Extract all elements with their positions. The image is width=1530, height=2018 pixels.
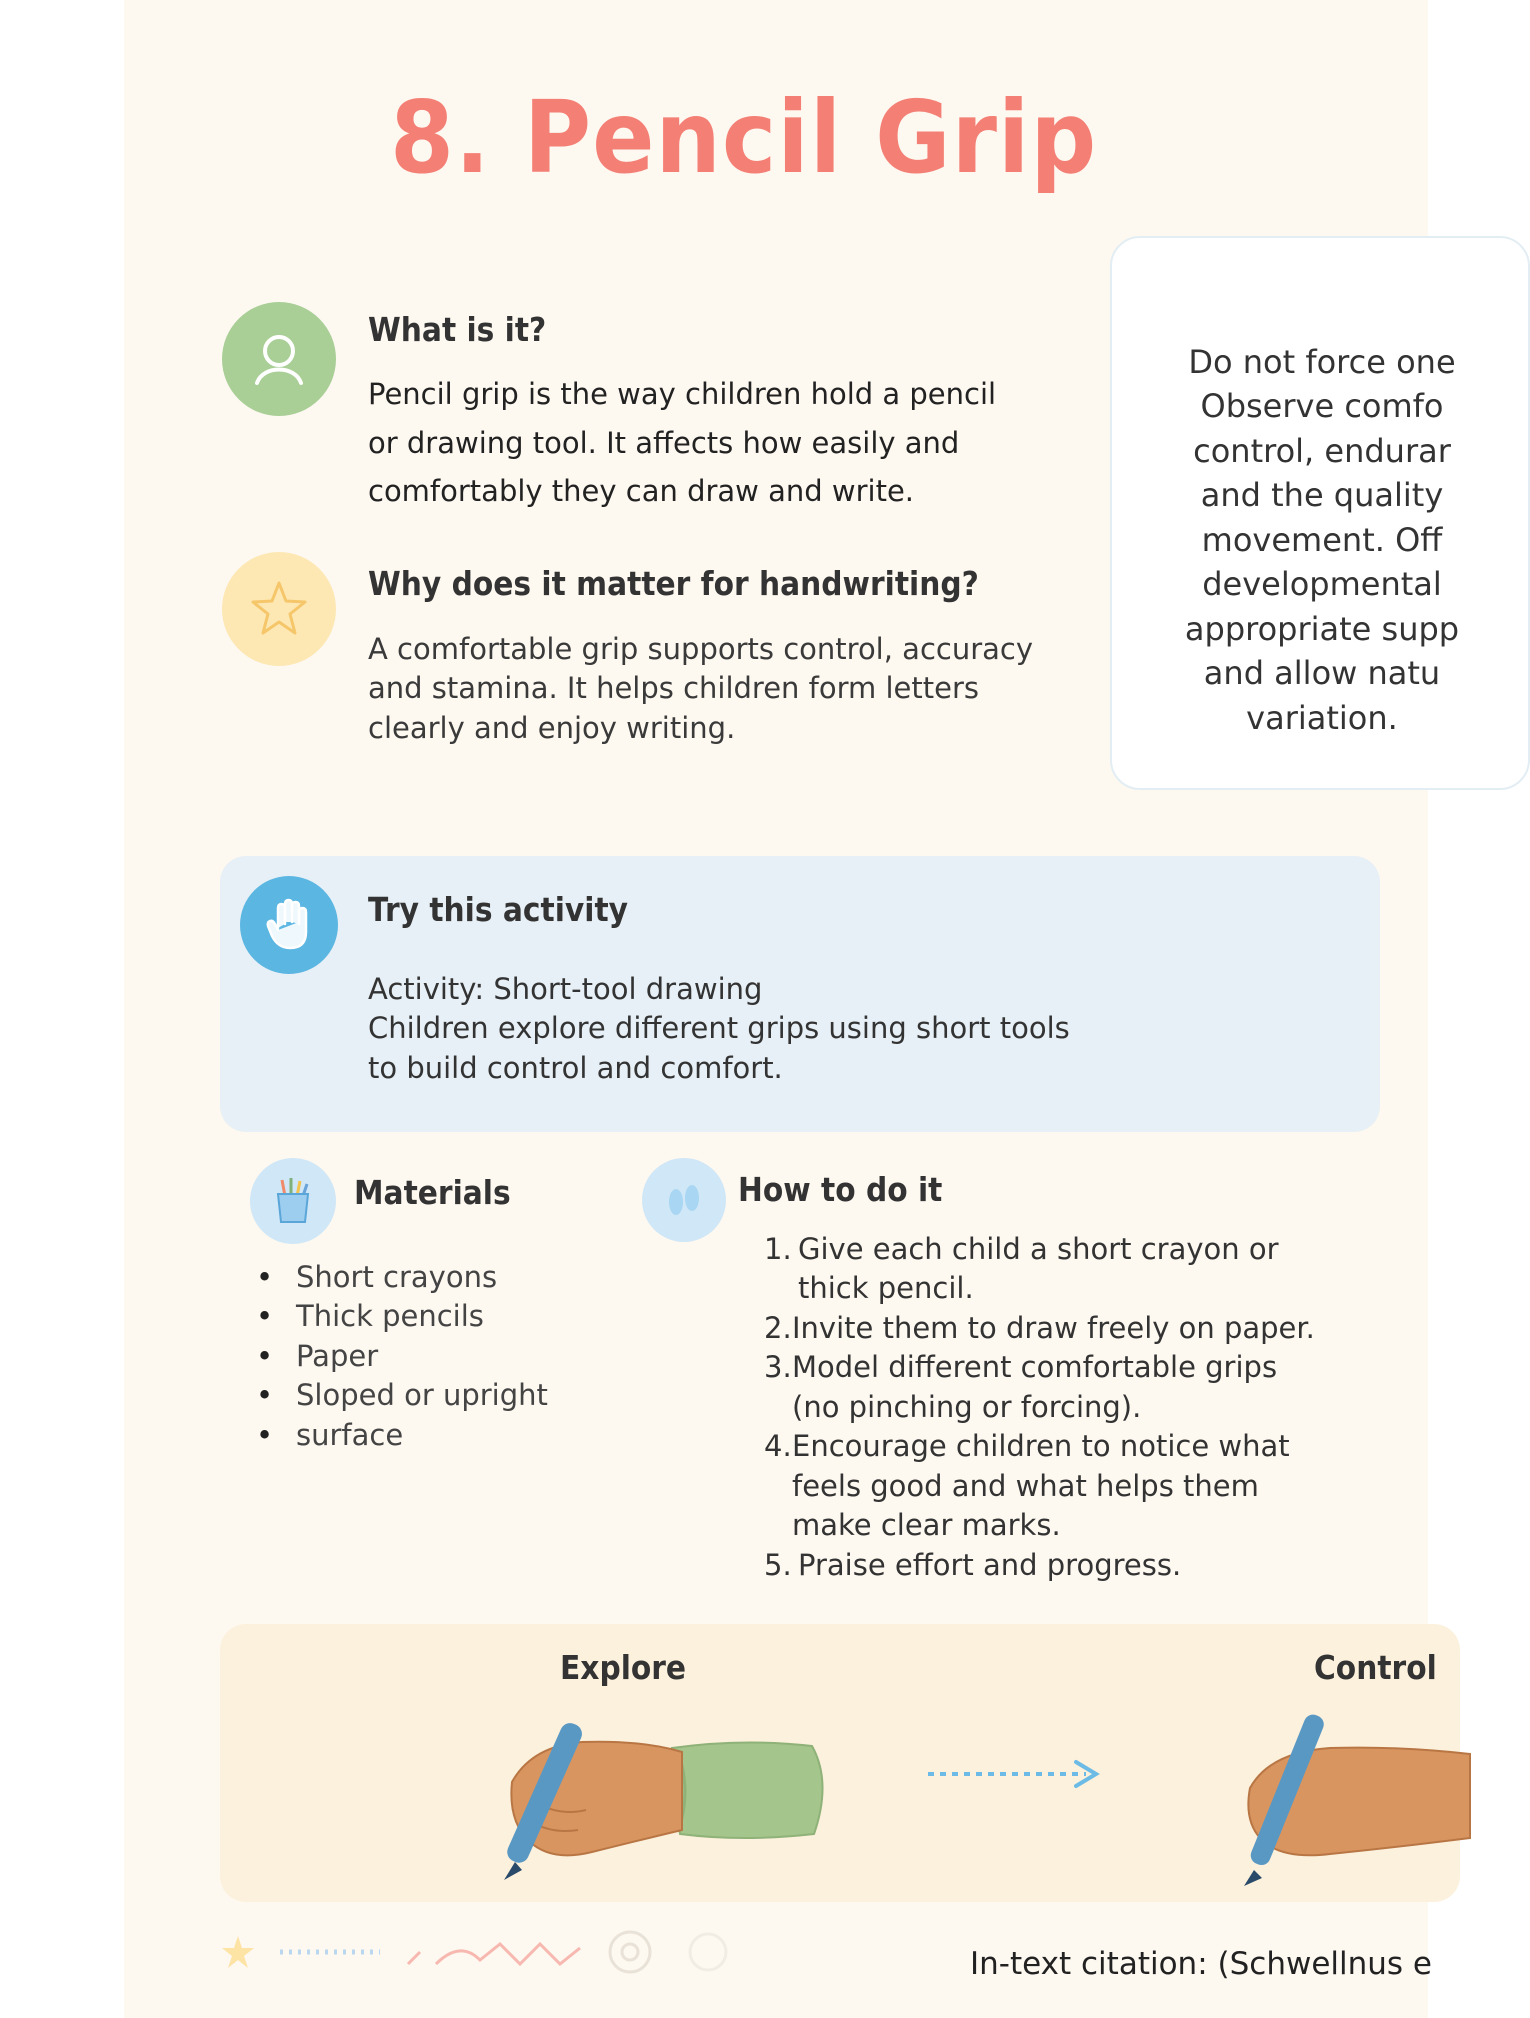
step-line: Invite them to draw freely on paper. xyxy=(792,1310,1315,1345)
step-line: Model different comfortable grips xyxy=(792,1350,1278,1385)
note-line: movement. Off xyxy=(1201,520,1443,559)
note-line: appropriate supp xyxy=(1184,609,1460,648)
why-text xyxy=(368,630,1033,748)
what-heading: What is it? xyxy=(368,310,547,349)
steps-list xyxy=(764,1230,1315,1585)
what-line: Pencil grip is the way children hold a pencil xyxy=(368,377,997,411)
how-heading: How to do it xyxy=(738,1170,943,1209)
activity-line: Activity: Short-tool drawing xyxy=(368,972,763,1006)
step-item xyxy=(764,1309,1315,1348)
why-line: clearly and enjoy writing. xyxy=(368,710,736,745)
list-item: • Short crayons xyxy=(296,1258,548,1297)
step-line: make clear marks. xyxy=(792,1508,1061,1543)
step-line: Praise effort and progress. xyxy=(798,1547,1182,1582)
what-line: or drawing tool. It affects how easily and xyxy=(368,425,960,460)
step-number: 5. xyxy=(764,1547,792,1582)
explore-hand-illustration xyxy=(482,1712,842,1882)
note-line: developmental xyxy=(1202,565,1442,604)
step-line: thick pencil. xyxy=(798,1271,974,1306)
control-hand-illustration xyxy=(1230,1708,1470,1888)
step-number: 2. xyxy=(764,1310,792,1345)
why-line: A comfortable grip supports control, accuracy xyxy=(368,632,1034,666)
step-line: Give each child a short crayon or xyxy=(798,1232,1279,1266)
stage-explore-label: Explore xyxy=(560,1648,687,1687)
step-line: feels good and what helps them xyxy=(792,1468,1259,1503)
note-line: Do not force one xyxy=(1188,343,1456,381)
activity-line: to build control and comfort. xyxy=(368,1050,783,1085)
step-number: 4. xyxy=(764,1429,792,1464)
activity-text xyxy=(368,970,1070,1088)
step-number: 3. xyxy=(764,1350,792,1385)
pencil-cup-icon xyxy=(250,1158,336,1244)
list-item: • Thick pencils xyxy=(296,1297,548,1336)
stage-control-label: Control xyxy=(1314,1648,1437,1687)
citation-text: In-text citation: (Schwellnus e xyxy=(970,1946,1432,1982)
note-card xyxy=(1110,236,1530,790)
note-line: Observe comfo xyxy=(1200,387,1444,426)
note-line: and the quality xyxy=(1200,476,1444,515)
decorative-doodles xyxy=(220,1930,760,1976)
materials-heading: Materials xyxy=(354,1173,511,1212)
person-icon xyxy=(222,302,336,416)
activity-line: Children explore different grips using short tools xyxy=(368,1011,1070,1046)
note-line: control, endurar xyxy=(1193,431,1451,470)
why-line: and stamina. It helps children form letters xyxy=(368,671,979,706)
progression-strip xyxy=(220,1624,1460,1902)
step-item xyxy=(764,1230,1315,1309)
note-line: variation. xyxy=(1246,698,1398,737)
list-item-continued: • surface xyxy=(296,1416,548,1455)
step-item xyxy=(764,1546,1315,1585)
why-heading: Why does it matter for handwriting? xyxy=(368,564,979,603)
step-number: 1. xyxy=(764,1232,792,1266)
activity-heading: Try this activity xyxy=(368,890,629,929)
hand-icon xyxy=(240,876,338,974)
footprints-icon xyxy=(642,1158,726,1242)
step-line: (no pinching or forcing). xyxy=(792,1389,1142,1424)
note-line: and allow natu xyxy=(1203,654,1441,693)
page-title: 8. Pencil Grip xyxy=(390,79,1098,196)
activity-box xyxy=(220,856,1380,1132)
arrow-icon xyxy=(926,1754,1106,1794)
step-item xyxy=(764,1348,1315,1427)
step-item xyxy=(764,1427,1315,1545)
what-text xyxy=(368,370,996,516)
worksheet-page xyxy=(124,0,1460,2018)
materials-list xyxy=(296,1258,548,1455)
what-line: comfortably they can draw and write. xyxy=(368,474,915,509)
step-line: Encourage children to notice what xyxy=(792,1429,1290,1464)
star-icon xyxy=(222,552,336,666)
list-item: • Sloped or upright xyxy=(296,1376,548,1415)
note-text xyxy=(1132,340,1512,740)
list-item: • Paper xyxy=(296,1337,548,1376)
